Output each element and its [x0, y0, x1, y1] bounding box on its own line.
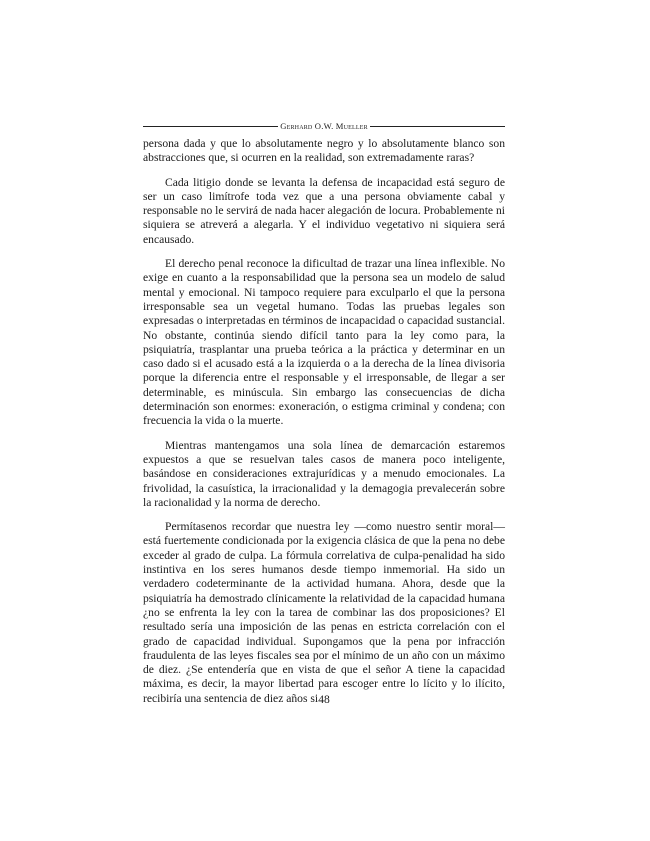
paragraph-2: Cada litigio donde se levanta la defensa de incapacidad está seguro de ser un caso limítrofe toda vez que a una persona obviamente cabal y responsable no le servirá de nada hacer alegación de locura. Probablemente ni siquiera se atreverá a alegarla. Y el individuo vegetativo ni siquiera será encausado. — [143, 175, 505, 246]
paragraph-4: Mientras mantengamos una sola línea de demarcación estaremos expuestos a que se resuelvan tales casos de manera poco inteligente, basándose en consideraciones extrajurídicas y a menudo emocionales. La frivolidad, la casuística, la irracionalidad y la demagogia prevalecerán sobre la racionalidad y la norma de derecho. — [143, 438, 505, 509]
header-author: Gerhard O.W. Mueller — [280, 121, 368, 131]
paragraph-1: persona dada y que lo absolutamente negro y lo absolutamente blanco son abstracciones que, si ocurren en la realidad, son extremadamente raras? — [143, 137, 505, 165]
paragraph-3: El derecho penal reconoce la dificultad de trazar una línea inflexible. No exige en cuanto a la responsabilidad que la persona sea un modelo de salud mental y emocional. Ni tampoco requiere para exculparlo el que la persona irresponsable sea un vegetal humano. Todas las pruebas legales son expresadas o interpretadas en términos de incapacidad o capacidad sustancial. No obstante, continúa siendo difícil tanto para la ley como para, la psiquiatría, trasplantar una prueba teórica a la práctica y determinar en un caso dado si el acusado está a la izquierda o a la derecha de la línea divisoria porque la diferencia entre el responsable y el irresponsable, de llegar a ser determinable, es minúscula. Sin embargo las consecuencias de dicha determinación son enormes: exoneración, o estigma criminal y condena; con frecuencia la vida o la muerte. — [143, 257, 505, 428]
header-rule-right — [370, 126, 505, 127]
page-number: 48 — [318, 693, 330, 706]
body-text — [143, 137, 505, 706]
book-page — [143, 118, 505, 716]
paragraph-5: Permítasenos recordar que nuestra ley —como nuestro sentir moral— está fuertemente condicionada por la exigencia clásica de que la pena no debe exceder al grado de culpa. La fórmula correlativa de culpa-penalidad ha sido instintiva en los seres humanos desde tiempo inmemorial. Ha sido un verdadero codeterminante de la actividad humana. Ahora, desde que la psiquiatría ha demostrado clínicamente la relatividad de la capacidad humana ¿no se enfrenta la ley con la tarea de combinar las dos proposiciones? El resultado sería una imposición de las penas en estricta correlación con el grado de capacidad individual. Supongamos que la pena por infracción fraudulenta de las leyes fiscales sea por el mínimo de un año con un máximo de diez. ¿Se entendería que en vista de que el señor A tiene la capacidad máxima, es decir, la mayor libertad para escoger entre lo lícito y lo ilícito, recibiría una sentencia de diez años si — [143, 520, 505, 705]
running-header — [143, 118, 505, 134]
header-rule-left — [143, 126, 278, 127]
